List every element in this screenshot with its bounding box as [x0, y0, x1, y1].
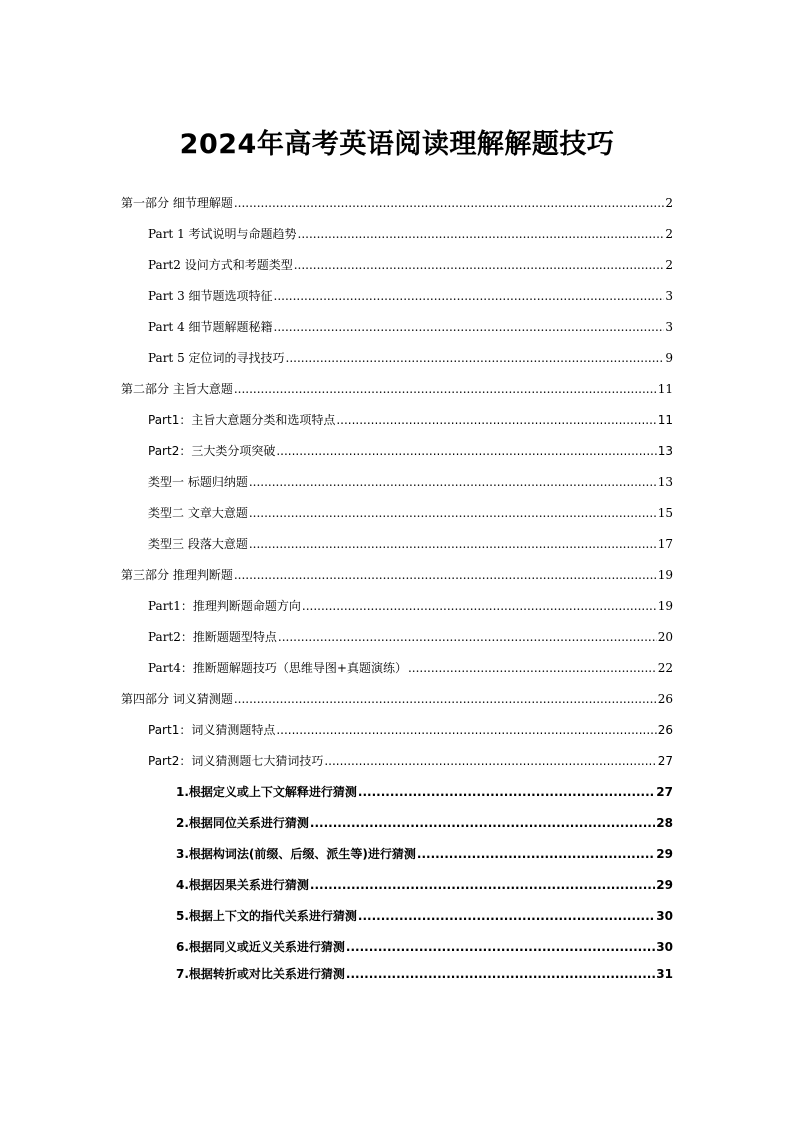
- toc-leader: [358, 906, 655, 926]
- toc-leader: [234, 379, 657, 399]
- toc-entry-label: Part 5 定位词的寻找技巧: [148, 351, 285, 365]
- toc-entry-page: 3: [665, 289, 673, 303]
- toc-entry-page: 15: [657, 506, 673, 520]
- toc-leader: [302, 596, 657, 616]
- toc-entry[interactable]: [121, 193, 673, 213]
- toc-leader: [286, 348, 665, 368]
- toc-entry-page: 22: [657, 661, 673, 675]
- toc-entry-label: Part 1 考试说明与命题趋势: [148, 227, 297, 241]
- toc-entry[interactable]: [148, 627, 673, 647]
- toc-leader: [408, 658, 657, 678]
- toc-entry-page: 11: [657, 413, 673, 427]
- toc-entry[interactable]: [121, 379, 673, 399]
- toc-entry-label: 第二部分 主旨大意题: [121, 382, 233, 396]
- toc-leader: [249, 503, 657, 523]
- toc-leader: [274, 317, 665, 337]
- toc-entry-page: 30: [656, 909, 673, 923]
- toc-entry-label: 2.根据同位关系进行猜测: [176, 816, 309, 830]
- toc-entry-label: 6.根据同义或近义关系进行猜测: [176, 940, 345, 954]
- toc-entry-page: 17: [657, 537, 673, 551]
- toc-entry[interactable]: [176, 813, 673, 833]
- toc-leader: [294, 255, 665, 275]
- toc-leader: [278, 627, 657, 647]
- toc-leader: [276, 441, 656, 461]
- toc-leader: [234, 193, 665, 213]
- toc-entry[interactable]: [148, 534, 673, 554]
- toc-entry[interactable]: [148, 751, 673, 771]
- toc-entry-page: 20: [657, 630, 673, 644]
- toc-leader: [417, 844, 655, 864]
- toc-entry-label: 第三部分 推理判断题: [121, 568, 233, 582]
- toc-entry[interactable]: [176, 964, 673, 984]
- toc-entry-page: 26: [657, 723, 673, 737]
- toc-entry[interactable]: [148, 286, 673, 306]
- toc-entry-page: 13: [657, 475, 673, 489]
- toc-entry-page: 19: [657, 568, 673, 582]
- toc-entry-label: Part 4 细节题解题秘籍: [148, 320, 273, 334]
- toc-leader: [249, 534, 657, 554]
- toc-entry-page: 31: [656, 967, 673, 981]
- toc-entry-page: 27: [657, 754, 673, 768]
- toc-entry-page: 19: [657, 599, 673, 613]
- toc-entry[interactable]: [148, 472, 673, 492]
- toc-entry-label: Part2：推断题题型特点: [148, 630, 277, 644]
- toc-entry-page: 3: [665, 320, 673, 334]
- toc-entry-label: Part2：三大类分项突破: [148, 444, 276, 458]
- toc-entry-label: 1.根据定义或上下文解释进行猜测: [176, 785, 357, 799]
- toc-entry[interactable]: [148, 596, 673, 616]
- toc-entry-page: 30: [656, 940, 673, 954]
- toc-entry-label: Part 3 细节题选项特征: [148, 289, 273, 303]
- toc-entry[interactable]: [148, 410, 673, 430]
- toc-leader: [346, 937, 655, 957]
- toc-entry-page: 26: [657, 692, 673, 706]
- toc-entry-label: Part2 设问方式和考题类型: [148, 258, 293, 272]
- toc-leader: [249, 472, 657, 492]
- toc-entry[interactable]: [148, 255, 673, 275]
- toc-leader: [274, 286, 665, 306]
- toc-entry[interactable]: [148, 441, 673, 461]
- toc-entry-label: 4.根据因果关系进行猜测: [176, 878, 309, 892]
- toc-entry[interactable]: [148, 224, 673, 244]
- toc-leader: [346, 964, 655, 984]
- toc-entry-page: 9: [665, 351, 673, 365]
- toc-entry[interactable]: [148, 720, 673, 740]
- toc-entry[interactable]: [176, 782, 673, 802]
- toc-leader: [298, 224, 665, 244]
- toc-entry-label: 7.根据转折或对比关系进行猜测: [176, 967, 345, 981]
- toc-entry-label: 类型三 段落大意题: [148, 537, 248, 551]
- toc-entry[interactable]: [148, 317, 673, 337]
- toc-leader: [234, 689, 657, 709]
- toc-entry[interactable]: [121, 565, 673, 585]
- toc-entry-label: 第四部分 词义猜测题: [121, 692, 233, 706]
- toc-entry[interactable]: [176, 844, 673, 864]
- toc-entry-label: Part1：推理判断题命题方向: [148, 599, 301, 613]
- toc-entry[interactable]: [176, 906, 673, 926]
- toc-entry-page: 11: [657, 382, 673, 396]
- toc-leader: [358, 782, 655, 802]
- toc-leader: [276, 720, 656, 740]
- toc-leader: [310, 813, 655, 833]
- toc-entry-label: 3.根据构词法(前缀、后缀、派生等)进行猜测: [176, 847, 416, 861]
- page-title: 2024年高考英语阅读理解解题技巧: [179, 129, 615, 160]
- toc-entry[interactable]: [148, 503, 673, 523]
- toc-entry-label: Part1：主旨大意题分类和选项特点: [148, 413, 336, 427]
- toc-leader: [234, 565, 657, 585]
- toc-entry-label: Part2：词义猜测题七大猜词技巧: [148, 754, 324, 768]
- toc-entry[interactable]: [176, 875, 673, 895]
- toc-entry-page: 2: [665, 196, 673, 210]
- toc-entry[interactable]: [148, 348, 673, 368]
- toc-leader: [336, 410, 656, 430]
- toc-entry-label: 5.根据上下文的指代关系进行猜测: [176, 909, 357, 923]
- toc-entry-label: Part1：词义猜测题特点: [148, 723, 276, 737]
- toc-entry-label: 第一部分 细节理解题: [121, 196, 233, 210]
- toc-entry-page: 28: [656, 816, 673, 830]
- toc-entry[interactable]: [148, 658, 673, 678]
- toc-entry-page: 2: [665, 227, 673, 241]
- toc-entry[interactable]: [121, 689, 673, 709]
- toc-leader: [324, 751, 656, 771]
- toc-entry-page: 2: [665, 258, 673, 272]
- toc-entry-page: 29: [656, 878, 673, 892]
- toc-entry-page: 27: [656, 785, 673, 799]
- toc-entry-label: 类型二 文章大意题: [148, 506, 248, 520]
- toc-entry-label: Part4：推断题解题技巧（思维导图+真题演练）: [148, 661, 407, 675]
- toc-entry[interactable]: [176, 937, 673, 957]
- toc-entry-page: 13: [657, 444, 673, 458]
- toc-entry-label: 类型一 标题归纳题: [148, 475, 248, 489]
- toc-leader: [310, 875, 655, 895]
- toc-entry-page: 29: [656, 847, 673, 861]
